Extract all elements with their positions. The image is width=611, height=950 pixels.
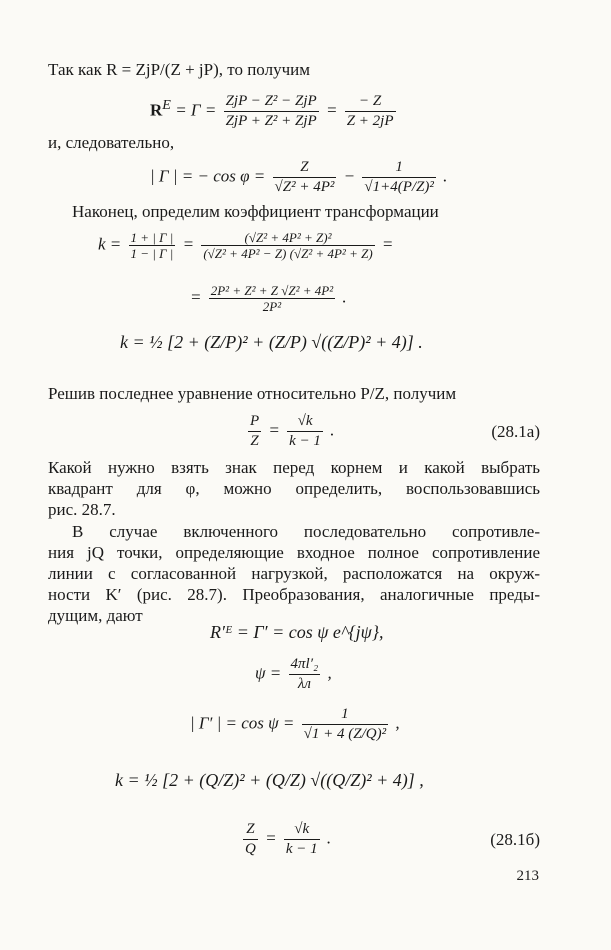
eq-equals: = Γ = xyxy=(170,100,221,120)
equation-psi: ψ = $\frac{\text{4πl′₂}}{\lambda л}$ , xyxy=(255,656,332,692)
fraction-2 xyxy=(345,92,396,131)
paragraph-line: квадрант для φ, можно определить, воспользовавшись xyxy=(48,479,540,498)
paragraph-line: В случае включенного последовательно сопротивле- xyxy=(72,522,540,541)
equation-k-ratio: k = $\frac{1 + | \Gamma |}{1 - | \Gamma |}$ = $\frac{\text{(√Z² + 4P² + Z)²}}{\text{(√Z² + 4P² − Z) (√Z² + 4P² + Z)}}$ = xyxy=(98,230,394,261)
eq-left: | Γ | = − cos φ = xyxy=(150,166,270,186)
fraction-1 xyxy=(248,412,261,451)
denominator: Z + 2jP xyxy=(346,113,394,129)
numerator: 4πl′₂ xyxy=(289,655,321,675)
numerator: Z xyxy=(273,158,337,178)
denominator: Q xyxy=(245,841,256,857)
fraction-1 xyxy=(273,158,337,197)
denominator: √1 + 4 (Z/Q)² xyxy=(303,726,387,742)
fraction-1 xyxy=(302,705,388,744)
paragraph-line: рис. 28.7. xyxy=(48,500,116,519)
numerator: 2P² + Z² + Z √Z² + 4P² xyxy=(210,283,334,298)
intro-line: Так как R = ZjP/(Z + jP), то получим xyxy=(48,60,310,79)
paragraph-line: Наконец, определим коэффициент трансформации xyxy=(72,202,439,221)
eq-left: | Γ′ | = cos ψ = xyxy=(190,713,299,733)
numerator: 1 + | Γ | xyxy=(130,230,174,245)
equation-number: (28.1б) xyxy=(490,830,540,849)
fraction-1 xyxy=(243,820,258,859)
equation-k-simplified: = $\frac{\text{2P² + Z² + Z √Z² + 4P²}}{\text{2P²}}$ . xyxy=(190,283,347,314)
equation-28-1b: $\frac{Z}{Q}$ = $\frac{√k}{k - 1}$ . (28.1б) xyxy=(245,821,540,857)
equation-reflection: $R^E = \Gamma$ = $\frac{\text{ZjP − Z² − ZjP}}{\text{ZjP + Z² + ZjP}}$ = $\frac{- Z}{Z + 2jP}$ xyxy=(150,93,394,129)
denominator: λл xyxy=(297,676,311,692)
fraction-2 xyxy=(362,158,436,197)
equation-28-1a: $\frac{P}{Z}$ = $\frac{√k}{k - 1}$ . (28.1а) xyxy=(250,413,540,449)
numerator: Z xyxy=(243,820,258,840)
paragraph-line: Какой нужно взять знак перед корнем и какой выбрать xyxy=(48,458,540,477)
fraction-1 xyxy=(289,655,321,694)
denominator: 2P² xyxy=(262,299,282,314)
denominator: ZjP + Z² + ZjP xyxy=(225,113,317,129)
fraction-1 xyxy=(224,92,319,131)
denominator: √1+4(P/Z)² xyxy=(364,179,434,195)
equation-k-expanded: k = ½ [2 + (Z/P)² + (Z/P) √((Z/P)² + 4)] . xyxy=(120,332,423,352)
page-number: 213 xyxy=(516,868,539,884)
equation-k-q: k = ½ [2 + (Q/Z)² + (Q/Z) √((Q/Z)² + 4)] , xyxy=(115,770,424,790)
paragraph-line: дущим, дают xyxy=(48,606,143,625)
numerator: 1 xyxy=(362,158,436,178)
eq-symbol-r: R xyxy=(150,100,163,120)
fraction-1 xyxy=(129,230,176,261)
numerator: P xyxy=(248,412,261,432)
equation-number: (28.1а) xyxy=(491,422,540,441)
fraction-2 xyxy=(201,230,374,261)
numerator: 1 xyxy=(302,705,388,725)
paragraph-line: ности K′ (рис. 28.7). Преобразования, аналогичные преды- xyxy=(48,585,540,604)
eq-sup-e: E xyxy=(162,96,171,113)
numerator: ZjP − Z² − ZjP xyxy=(224,92,319,112)
denominator: k − 1 xyxy=(289,433,321,449)
eq-left: ψ = xyxy=(255,663,286,683)
denominator: k − 1 xyxy=(285,841,318,857)
denominator: 1 − | Γ | xyxy=(130,246,174,261)
numerator: − Z xyxy=(345,92,396,112)
equation-gamma-prime: | Γ′ | = cos ψ = $\frac{1}{\text{√1 + 4 (Z/Q)²}}$ , xyxy=(190,706,400,742)
paragraph-line: линии с согласованной нагрузкой, расположатся на окруж- xyxy=(48,564,540,583)
numerator: √k xyxy=(284,820,320,840)
fraction-1 xyxy=(209,283,335,314)
fraction-2 xyxy=(284,820,320,859)
eq-left: k = xyxy=(98,234,126,254)
fraction-2 xyxy=(287,412,323,451)
numerator: (√Z² + 4P² + Z)² xyxy=(201,230,374,246)
denominator: Z xyxy=(250,433,259,449)
equation-gamma-modulus: | Γ | = − cos φ = $\frac{Z}{\text{√Z² + 4P²}}$ − $\frac{1}{\text{√1+4(P/Z)²}}$ . xyxy=(150,159,448,195)
equation-r-prime: R′ᴱ = Γ′ = cos ψ e^{jψ}, xyxy=(210,622,384,642)
paragraph-line: ния jQ точки, определяющие входное полное сопротивление xyxy=(48,543,540,562)
paragraph-line: и, следовательно, xyxy=(48,133,175,152)
denominator: √Z² + 4P² xyxy=(274,179,335,195)
numerator: √k xyxy=(287,412,323,432)
paragraph-line: Решив последнее уравнение относительно P/Z, получим xyxy=(48,384,457,403)
denominator: (√Z² + 4P² − Z) (√Z² + 4P² + Z) xyxy=(203,246,373,261)
